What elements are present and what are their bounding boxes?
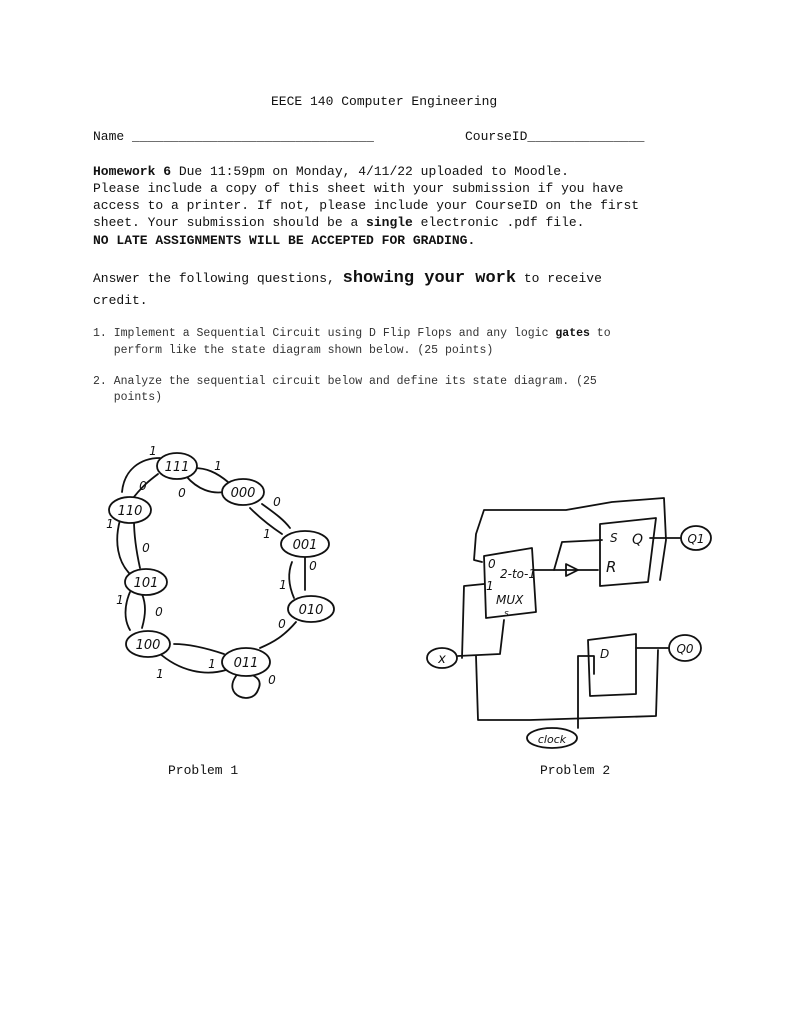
- edge-label-13: 1: [208, 657, 216, 671]
- edge-label-0: 1: [149, 444, 157, 458]
- state-label-010: 010: [298, 603, 324, 618]
- ff-top-q: Q: [632, 532, 644, 548]
- state-label-000: 000: [230, 486, 256, 501]
- edge-label-10: 1: [116, 593, 124, 607]
- ff-bottom: [588, 634, 636, 696]
- edge-label-1: 1: [214, 459, 222, 473]
- state-label-110: 110: [117, 504, 143, 519]
- q0-output-label: Q0: [676, 642, 694, 656]
- name-label: Name: [93, 129, 125, 144]
- homework-label: Homework 6: [93, 164, 172, 179]
- edge-label-8: 1: [279, 578, 287, 592]
- instruction-line-4-post: electronic .pdf file.: [412, 215, 585, 230]
- course-title: EECE 140 Computer Engineering: [271, 94, 498, 109]
- instruction-single: single: [366, 215, 413, 230]
- answer-pre: Answer the following questions,: [93, 271, 343, 286]
- edge-label-15: 0: [268, 673, 276, 687]
- edge-label-3: 0: [178, 486, 186, 500]
- x-mux-wire: [462, 584, 484, 658]
- mux-in1-label: 1: [486, 579, 494, 593]
- instruction-line-2: Please include a copy of this sheet with your submission if you have: [93, 181, 624, 196]
- q1-post: to: [589, 327, 611, 340]
- edge-label-12: 0: [278, 617, 286, 631]
- circuit-blocks: [484, 518, 656, 696]
- question-1-line-2: perform like the state diagram shown below. (25 points): [93, 344, 494, 357]
- edge-label-2: 0: [139, 479, 147, 493]
- edge-label-7: 1: [263, 527, 271, 541]
- instruction-line-4-pre: sheet. Your submission should be a: [93, 215, 367, 230]
- circuit-wires: [458, 498, 680, 728]
- question-2-line-2: points): [93, 391, 163, 404]
- mux-out-branch: [554, 540, 602, 570]
- answer-post: to receive: [516, 271, 602, 286]
- circuit-io: [427, 526, 711, 748]
- answer-emphasis: showing your work: [342, 269, 517, 288]
- bottom-loop-wire: [476, 650, 658, 720]
- due-text: Due 11:59pm on Monday, 4/11/22 uploaded to Moodle.: [171, 164, 569, 179]
- state-label-001: 001: [292, 538, 318, 553]
- mux-label: 2-to-1: [500, 567, 536, 581]
- x-input-label: x: [438, 652, 446, 667]
- state-label-111: 111: [164, 460, 190, 475]
- question-2: 2. Analyze the sequential circuit below and define its state diagram. (25: [93, 375, 597, 388]
- state-label-011: 011: [233, 656, 259, 671]
- edge-label-5: 1: [106, 517, 114, 531]
- mux-name: MUX: [496, 593, 524, 607]
- mux-in0-label: 0: [488, 557, 496, 571]
- late-notice: NO LATE ASSIGNMENTS WILL BE ACCEPTED FOR GRADING.: [93, 233, 476, 248]
- answer-line-2: credit.: [93, 293, 148, 308]
- x-input-wire: [458, 620, 504, 656]
- state-label-101: 101: [133, 576, 159, 591]
- edge-label-11: 0: [155, 605, 163, 619]
- courseid-label: CourseID: [465, 129, 528, 144]
- caption-problem-1: Problem 1: [168, 763, 239, 778]
- name-blank: _______________________________: [132, 129, 374, 144]
- circuit-labels: [486, 531, 643, 661]
- state-label-100: 100: [135, 638, 161, 653]
- courseid-blank: _______________: [527, 129, 645, 144]
- caption-problem-2: Problem 2: [540, 763, 611, 778]
- clock-input-label: clock: [537, 733, 567, 746]
- edge-label-14: 1: [156, 667, 164, 681]
- ff-top-r: R: [606, 558, 617, 576]
- ff-top-s: S: [610, 531, 618, 545]
- ff-bottom-d: D: [600, 647, 610, 661]
- q1-pre: 1. Implement a Sequential Circuit using D Flip Flops and any logic: [93, 327, 556, 340]
- instruction-line-3: access to a printer. If not, please include your CourseID on the first: [93, 198, 640, 213]
- edge-label-4: 0: [273, 495, 281, 509]
- edge-label-9: 0: [309, 559, 317, 573]
- edge-label-6: 0: [142, 541, 150, 555]
- q1-output-label: Q1: [687, 532, 705, 546]
- q1-bold: gates: [555, 327, 590, 340]
- mux-select-label: s: [504, 609, 509, 619]
